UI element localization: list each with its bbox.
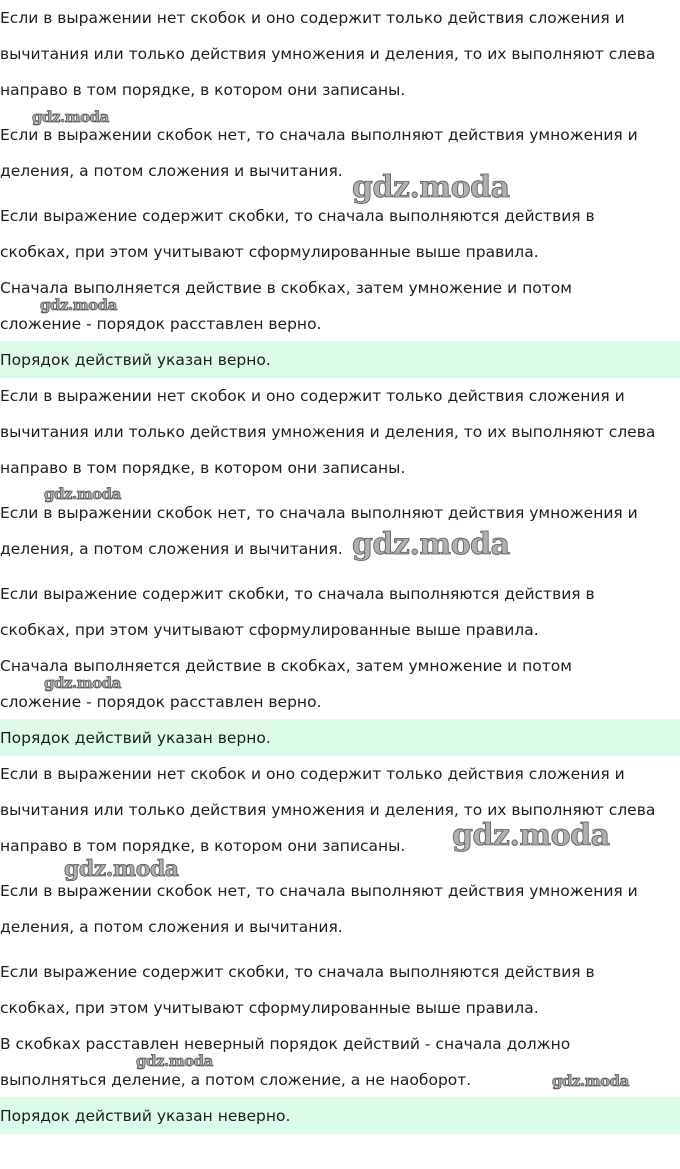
answer-text: Порядок действий указан верно.: [0, 351, 271, 369]
watermark-logo: gdz.moda: [40, 296, 117, 314]
rule3-line: скобках, при этом учитывают сформулированные выше правила.: [0, 999, 539, 1017]
rule1-line: Если в выражении нет скобок и оно содержит только действия сложения и: [0, 765, 625, 783]
answer-banner: [0, 719, 680, 756]
answer-banner: [0, 341, 680, 378]
rule2-line: Если в выражении скобок нет, то сначала выполняют действия умножения и: [0, 504, 638, 522]
explanation-line: выполняться деление, а потом сложение, а не наоборот.: [0, 1071, 472, 1089]
rule3-line: скобках, при этом учитывают сформулированные выше правила.: [0, 621, 539, 639]
rule2-line: деления, а потом сложения и вычитания.: [0, 162, 343, 180]
watermark-logo: gdz.moda: [32, 108, 109, 126]
rule2-line: деления, а потом сложения и вычитания.: [0, 540, 343, 558]
rule1-line: Если в выражении нет скобок и оно содержит только действия сложения и: [0, 387, 625, 405]
explanation-line: сложение - порядок расставлен верно.: [0, 693, 322, 711]
rule2-line: деления, а потом сложения и вычитания.: [0, 918, 343, 936]
rule3-line: Если выражение содержит скобки, то сначала выполняются действия в: [0, 963, 595, 981]
explanation-line: Сначала выполняется действие в скобках, затем умножение и потом: [0, 279, 572, 297]
watermark-logo: gdz.moda: [136, 1052, 213, 1070]
rule1-line: Если в выражении нет скобок и оно содержит только действия сложения и: [0, 9, 625, 27]
rule3-line: скобках, при этом учитывают сформулированные выше правила.: [0, 243, 539, 261]
answer-text: Порядок действий указан верно.: [0, 729, 271, 747]
explanation-line: Сначала выполняется действие в скобках, затем умножение и потом: [0, 657, 572, 675]
answer-text: Порядок действий указан неверно.: [0, 1107, 291, 1125]
rule2-line: Если в выражении скобок нет, то сначала выполняют действия умножения и: [0, 126, 638, 144]
rule1-line: направо в том порядке, в котором они записаны.: [0, 459, 406, 477]
rule1-line: направо в том порядке, в котором они записаны.: [0, 81, 406, 99]
watermark-logo: gdz.moda: [352, 527, 510, 562]
rule3-line: Если выражение содержит скобки, то сначала выполняются действия в: [0, 207, 595, 225]
rule1-line: вычитания или только действия умножения и деления, то их выполняют слева: [0, 801, 656, 819]
rule1-line: вычитания или только действия умножения и деления, то их выполняют слева: [0, 423, 656, 441]
rule1-line: вычитания или только действия умножения и деления, то их выполняют слева: [0, 45, 656, 63]
explanation-line: В скобках расставлен неверный порядок действий - сначала должно: [0, 1035, 571, 1053]
watermark-logo: gdz.moda: [452, 818, 610, 853]
watermark-logo: gdz.moda: [552, 1072, 629, 1090]
explanation-line: сложение - порядок расставлен верно.: [0, 315, 322, 333]
watermark-logo: gdz.moda: [44, 485, 121, 503]
watermark-logo: gdz.moda: [44, 674, 121, 692]
watermark-logo: gdz.moda: [352, 170, 510, 205]
answer-banner: [0, 1097, 680, 1134]
rule2-line: Если в выражении скобок нет, то сначала выполняют действия умножения и: [0, 882, 638, 900]
rule3-line: Если выражение содержит скобки, то сначала выполняются действия в: [0, 585, 595, 603]
watermark-logo: gdz.moda: [64, 856, 179, 882]
rule1-line: направо в том порядке, в котором они записаны.: [0, 837, 406, 855]
